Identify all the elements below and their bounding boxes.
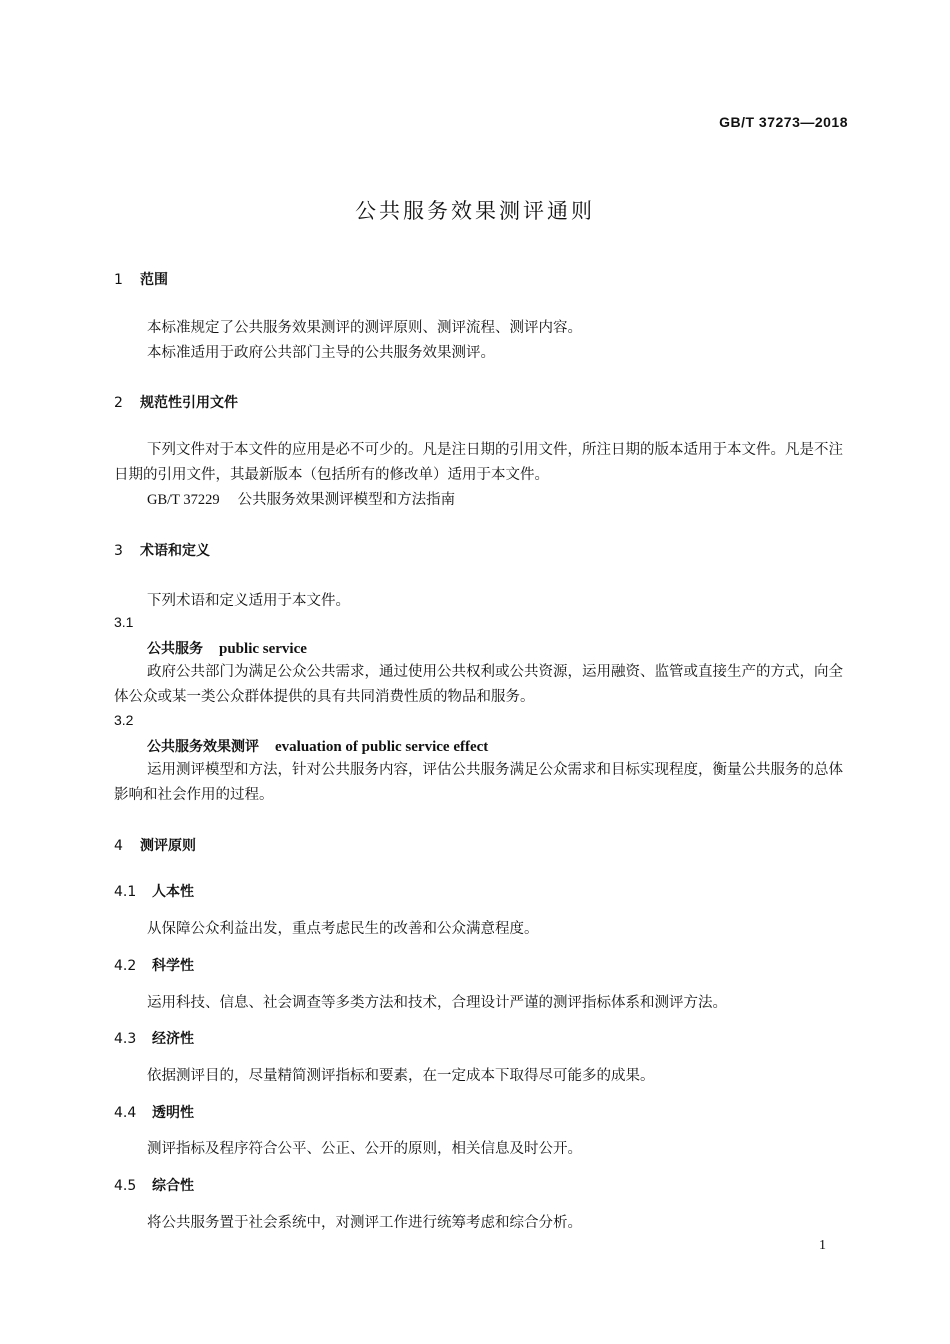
term-zh: 公共服务 [147,641,203,657]
reference-code: GB/T 37229 [147,492,220,508]
term-number: 3.2 [114,712,134,728]
document-title: 公共服务效果测评通则 [355,199,595,223]
section-title: 范围 [140,272,168,288]
term-number: 3.1 [114,614,134,630]
paragraph: 本标准规定了公共服务效果测评的测评原则、测评流程、测评内容。 [147,320,582,336]
term-definition [114,758,848,807]
paragraph-text: 下列文件对于本文件的应用是必不可少的。凡是注日期的引用文件，所注日期的版本适用于本文件。凡是不注日期的引用文件，其最新版本（包括所有的修改单）适用于本文件。 [114,442,843,483]
clause-heading [114,881,194,901]
section-1-heading [114,269,168,289]
section-3-heading [114,540,210,560]
section-number: 1 [114,272,123,288]
clause-title: 透明性 [152,1105,194,1121]
paragraph [114,438,848,487]
term-zh: 公共服务效果测评 [147,739,259,755]
paragraph: 测评指标及程序符合公平、公正、公开的原则，相关信息及时公开。 [147,1141,582,1157]
definition-text: 运用测评模型和方法，针对公共服务内容，评估公共服务满足公众需求和目标实现程度，衡量公共服务的总体影响和社会作用的过程。 [114,762,843,803]
clause-heading [114,1028,194,1048]
section-number: 4 [114,838,123,854]
section-2-heading [114,392,238,412]
section-title: 术语和定义 [140,543,210,559]
paragraph: 运用科技、信息、社会调查等多类方法和技术，合理设计严谨的测评指标体系和测评方法。 [147,995,727,1011]
section-title: 规范性引用文件 [140,395,238,411]
normative-reference [147,488,455,509]
reference-title: 公共服务效果测评模型和方法指南 [237,492,456,508]
paragraph: 将公共服务置于社会系统中，对测评工作进行统筹考虑和综合分析。 [147,1215,582,1231]
clause-title: 科学性 [152,958,194,974]
clause-title: 经济性 [152,1031,194,1047]
term-en: evaluation of public service effect [275,739,489,755]
paragraph: 本标准适用于政府公共部门主导的公共服务效果测评。 [147,345,495,361]
section-4-heading [114,835,196,855]
standard-number: GB/T 37273—2018 [719,114,848,130]
clause-number: 4.5 [114,1178,137,1194]
term-heading [147,638,307,658]
paragraph: 下列术语和定义适用于本文件。 [147,593,350,609]
clause-title: 人本性 [152,884,194,900]
clause-number: 4.2 [114,958,137,974]
page-number: 1 [819,1238,826,1253]
paragraph: 从保障公众利益出发，重点考虑民生的改善和公众满意程度。 [147,921,539,937]
clause-heading [114,1102,194,1122]
term-definition [114,660,848,709]
term-en: public service [219,641,307,657]
definition-text: 政府公共部门为满足公众公共需求，通过使用公共权利或公共资源，运用融资、监管或直接生产的方式，向全体公众或某一类公众群体提供的具有共同消费性质的物品和服务。 [114,664,843,705]
term-heading [147,736,488,756]
clause-heading [114,955,194,975]
clause-heading [114,1175,194,1195]
paragraph: 依据测评目的，尽量精简测评指标和要素，在一定成本下取得尽可能多的成果。 [147,1068,655,1084]
clause-number: 4.1 [114,884,137,900]
clause-number: 4.3 [114,1031,137,1047]
section-number: 3 [114,543,123,559]
clause-title: 综合性 [152,1178,194,1194]
section-number: 2 [114,395,123,411]
section-title: 测评原则 [140,838,196,854]
clause-number: 4.4 [114,1105,137,1121]
